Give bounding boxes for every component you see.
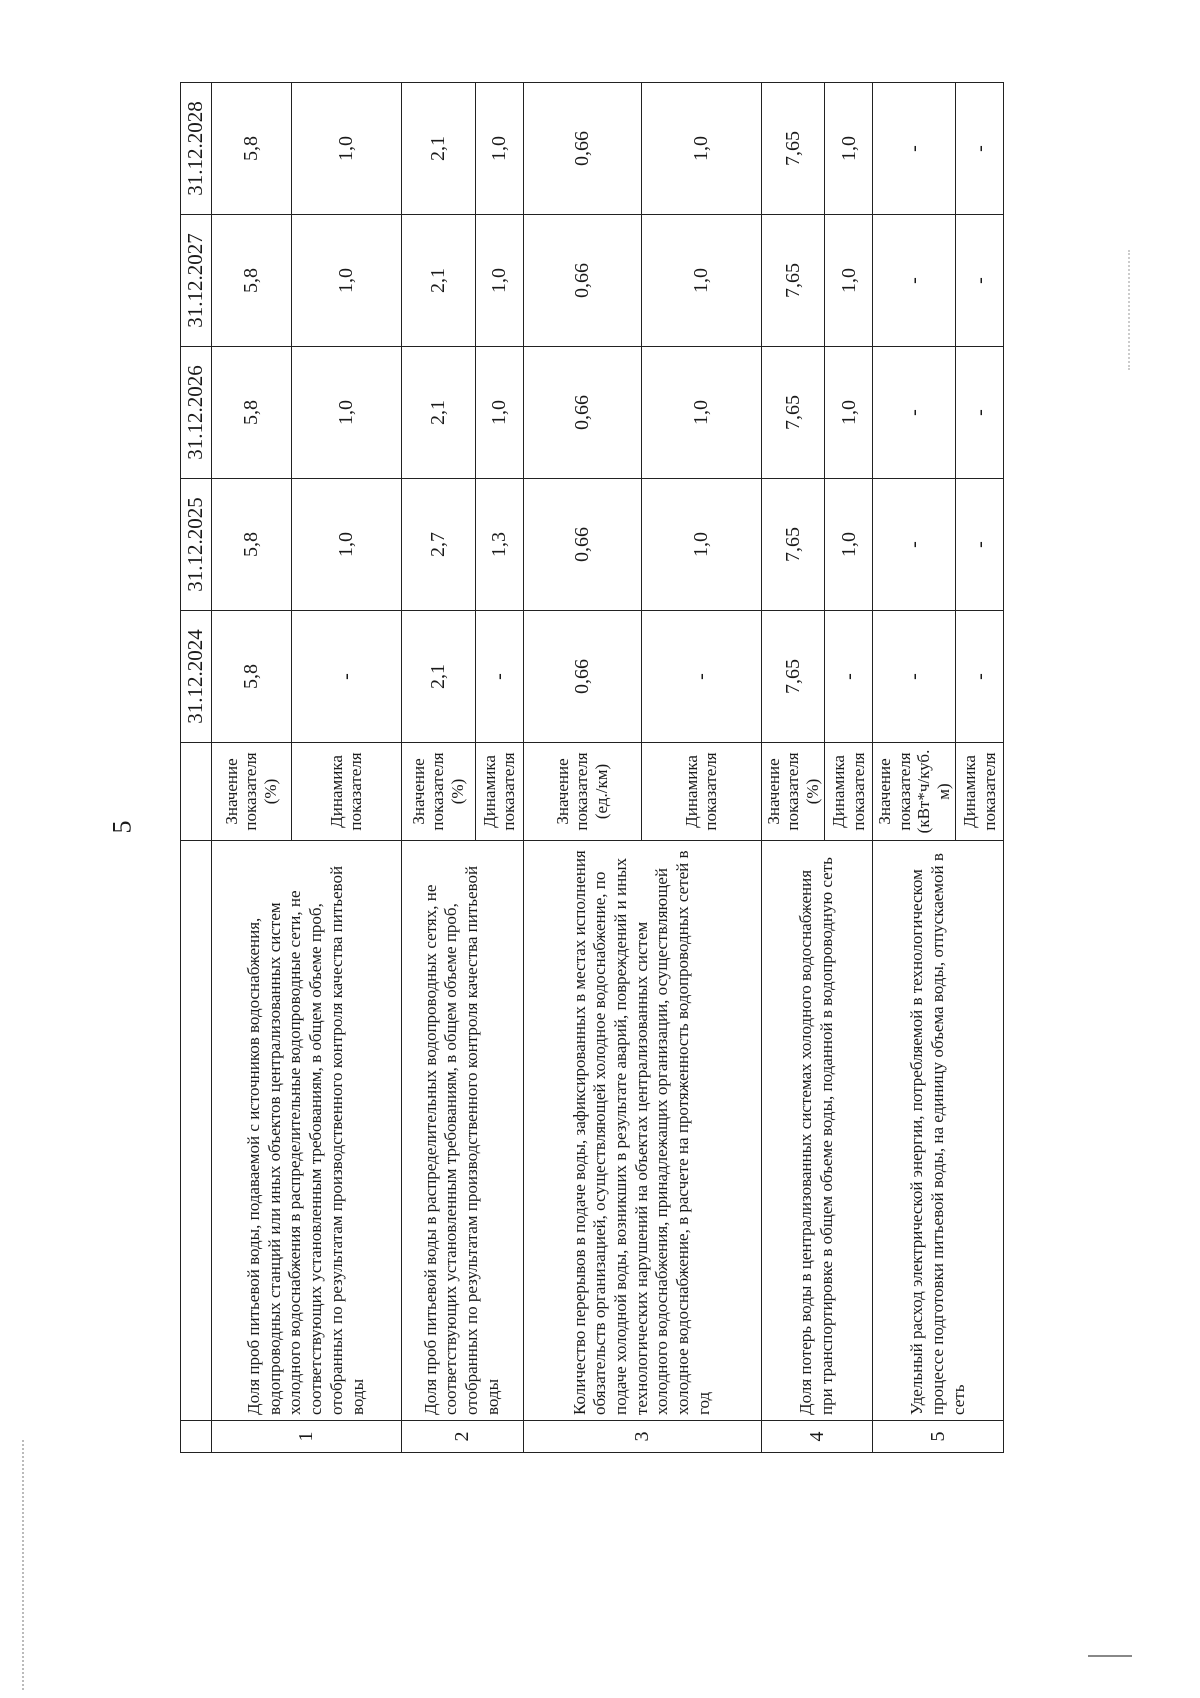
value-cell: 7,65 [761, 215, 825, 347]
value-cell: 1,0 [825, 347, 873, 479]
table-row [761, 83, 825, 1453]
header-label-cell [181, 743, 212, 841]
scan-artifact-right [1128, 250, 1170, 370]
value-cell: 7,65 [761, 611, 825, 743]
value-cell: 1,0 [291, 215, 401, 347]
value-cell: 0,66 [523, 215, 641, 347]
value-cell: 0,66 [523, 83, 641, 215]
metric-label: Динамика показателя [291, 743, 401, 841]
header-year-2028: 31.12.2028 [181, 83, 212, 215]
metric-label: Динамика показателя [641, 743, 761, 841]
value-cell: 1,0 [641, 83, 761, 215]
value-cell: 2,1 [401, 611, 475, 743]
value-cell: - [873, 83, 956, 215]
header-row [181, 83, 212, 1453]
metric-label: Динамика показателя [475, 743, 523, 841]
table-row [401, 83, 475, 1453]
value-cell: - [873, 611, 956, 743]
value-cell: 1,0 [475, 347, 523, 479]
value-cell: - [956, 83, 1004, 215]
page-number: 5 [107, 820, 137, 834]
indicator-title: Доля проб питьевой воды, подаваемой с источников водоснабжения, водопроводных станций или иных объектов централизованных систем холодного водоснабжения в распределительные водопроводные сети, не соответствующих установленным требованиям, в общем объеме проб, отобранных по результатам производственного контроля качества питьевой воды [211, 841, 401, 1421]
value-cell: 5,8 [211, 215, 291, 347]
value-cell: - [956, 347, 1004, 479]
value-cell: 2,1 [401, 347, 475, 479]
header-num-cell [181, 1421, 212, 1453]
value-cell: - [641, 611, 761, 743]
indicator-title: Доля потерь воды в централизованных системах холодного водоснабжения при транспортировке в общем объеме воды, поданной в водопроводную сеть [761, 841, 873, 1421]
row-number: 3 [523, 1421, 761, 1453]
value-cell: 2,7 [401, 479, 475, 611]
value-cell: - [873, 215, 956, 347]
value-cell: 1,0 [641, 215, 761, 347]
value-cell: 1,0 [475, 215, 523, 347]
value-cell: - [475, 611, 523, 743]
value-cell: 7,65 [761, 347, 825, 479]
header-year-2027: 31.12.2027 [181, 215, 212, 347]
value-cell: 1,0 [825, 479, 873, 611]
value-cell: 1,3 [475, 479, 523, 611]
value-cell: 1,0 [291, 347, 401, 479]
indicator-title: Количество перерывов в подаче воды, зафиксированных в местах исполнения обязательств организацией, осуществляющей холодное водоснабжение, по подаче холодной воды, возникших в результате аварий, повреждений и иных технологических нарушений на объектах централизованных систем холодного водоснабжения, принадлежащих организации, осуществляющей холодное водоснабжение, в расчете на протяженность водопроводных сетей в год [523, 841, 761, 1421]
value-cell: - [956, 479, 1004, 611]
header-title-cell [181, 841, 212, 1421]
header-year-2024: 31.12.2024 [181, 611, 212, 743]
value-cell: 0,66 [523, 611, 641, 743]
value-cell: 1,0 [291, 479, 401, 611]
metric-label: Значение показателя (кВт*ч/куб. м) [873, 743, 956, 841]
row-number: 4 [761, 1421, 873, 1453]
value-cell: - [956, 611, 1004, 743]
value-cell: - [873, 479, 956, 611]
value-cell: - [825, 611, 873, 743]
value-cell: 1,0 [825, 83, 873, 215]
value-cell: 1,0 [641, 479, 761, 611]
row-number: 5 [873, 1421, 1004, 1453]
indicators-table [180, 82, 1004, 1453]
value-cell: 1,0 [641, 347, 761, 479]
table-row [873, 83, 956, 1453]
metric-label: Динамика показателя [956, 743, 1004, 841]
value-cell: 1,0 [291, 83, 401, 215]
rotated-table-container [180, 83, 999, 1453]
scan-artifact-mark [1088, 1655, 1132, 1657]
indicator-title: Удельный расход электрической энергии, потребляемой в технологическом процессе подготовки питьевой воды, на единицу объема воды, отпускаемой в сеть [873, 841, 1004, 1421]
metric-label: Значение показателя (%) [401, 743, 475, 841]
value-cell: 5,8 [211, 347, 291, 479]
value-cell: 2,1 [401, 215, 475, 347]
value-cell: 2,1 [401, 83, 475, 215]
value-cell: 1,0 [475, 83, 523, 215]
value-cell: - [956, 215, 1004, 347]
value-cell: 0,66 [523, 347, 641, 479]
indicator-title: Доля проб питьевой воды в распределительных водопроводных сетях, не соответствующих установленным требованиям, в общем объеме проб, отобранных по результатам производственного контроля качества питьевой воды [401, 841, 523, 1421]
metric-label: Динамика показателя [825, 743, 873, 841]
table-row [523, 83, 641, 1453]
value-cell: - [873, 347, 956, 479]
row-number: 1 [211, 1421, 401, 1453]
header-year-2026: 31.12.2026 [181, 347, 212, 479]
table-rotation-frame [180, 83, 999, 1453]
value-cell: 7,65 [761, 479, 825, 611]
table-row [211, 83, 291, 1453]
value-cell: 5,8 [211, 479, 291, 611]
header-year-2025: 31.12.2025 [181, 479, 212, 611]
row-number: 2 [401, 1421, 523, 1453]
value-cell: - [291, 611, 401, 743]
value-cell: 7,65 [761, 83, 825, 215]
metric-label: Значение показателя (ед./км) [523, 743, 641, 841]
value-cell: 1,0 [825, 215, 873, 347]
value-cell: 5,8 [211, 611, 291, 743]
metric-label: Значение показателя (%) [211, 743, 291, 841]
metric-label: Значение показателя (%) [761, 743, 825, 841]
value-cell: 5,8 [211, 83, 291, 215]
value-cell: 0,66 [523, 479, 641, 611]
scan-artifact-left [22, 1440, 26, 1690]
